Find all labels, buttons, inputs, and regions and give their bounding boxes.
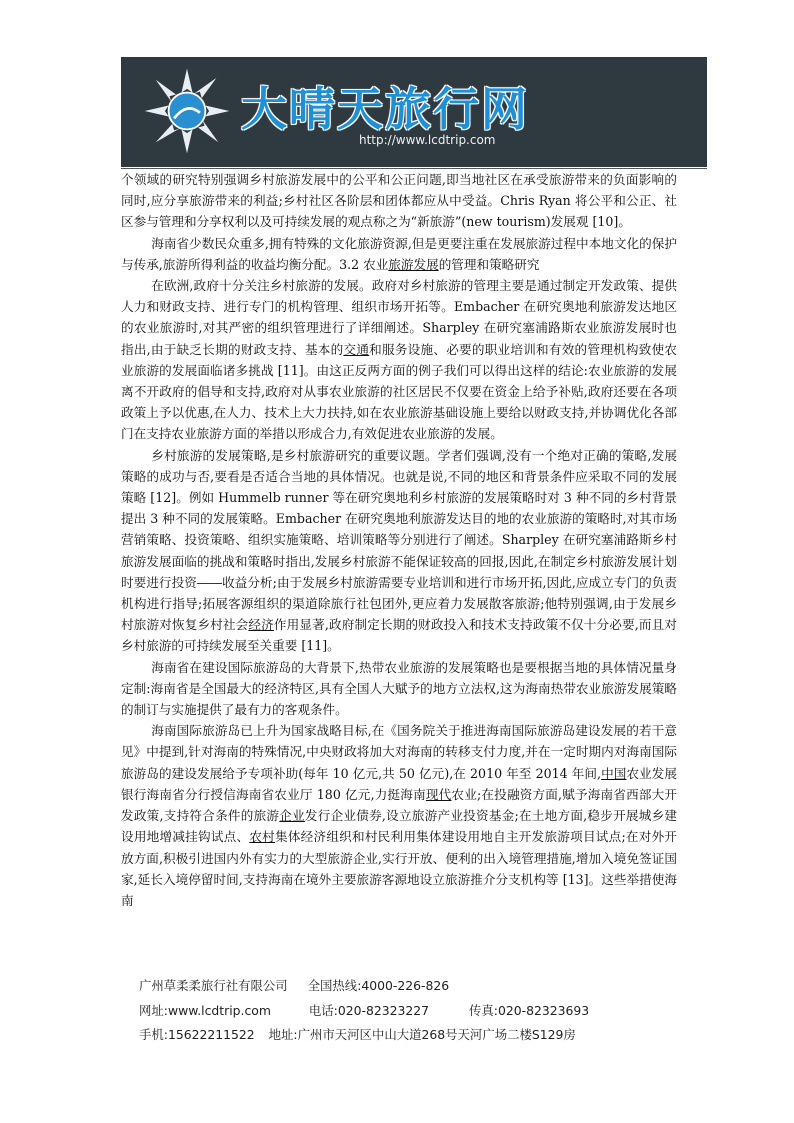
article-body — [121, 169, 677, 911]
site-banner — [121, 57, 707, 167]
inline-link[interactable]: 旅游发展 — [388, 256, 439, 272]
footer-website[interactable]: 网址:www.lcdtrip.com — [139, 1002, 271, 1018]
paragraph: 个领域的研究特别强调乡村旅游发展中的公平和公正问题,即当地社区在承受旅游带来的负面影响的同时,应分享旅游带来的利益;乡村社区各阶层和团体都应从中受益。Chris Ryan 将公平和公正、社区参与管理和分享权利以及可持续发展的观点称之为“新旅游”(new tourism)发展观 [10]。 — [121, 172, 677, 230]
footer-fax: 传真:020-82323693 — [469, 1002, 590, 1018]
paragraph: 在欧洲,政府十分关注乡村旅游的发展。政府对乡村旅游的管理主要是通过制定开发政策、提供人力和财政支持、进行专门的机构管理、组织市场开拓等。Embacher 在研究奥地利旅游发达地区的农业旅游时,对其严密的组织管理进行了详细阐述。Sharpley 在研究塞浦路斯农业旅游发展时也指出,由于缺乏长期的财政支持、基本的交通和服务设施、必要的职业培训和有效的管理机构致使农业旅游的发展面临诸多挑战 [11]。由这正反两方面的例子我们可以得出这样的结论:农业旅游的发展离不开政府的倡导和支持,政府对从事农业旅游的社区居民不仅要在资金上给予补贴,政府还要在各项政策上予以优惠,在人力、技术上大力扶持,如在农业旅游基础设施上要给以财政支持,并协调优化各部门在支持农业旅游方面的举措以形成合力,有效促进农业旅游的发展。 — [121, 278, 678, 442]
inline-link[interactable]: 中国 — [601, 765, 627, 781]
site-logo-text: 大晴天旅行网 — [241, 82, 529, 136]
footer-address: 地址:广州市天河区中山大道268号天河广场二楼S129房 — [268, 1027, 576, 1042]
paragraph: 乡村旅游的发展策略,是乡村旅游研究的重要议题。学者们强调,没有一个绝对正确的策略,发展策略的成功与否,要看是否适合当地的具体情况。也就是说,不同的地区和背景条件应采取不同的发展策略 [12]。例如 Hummelb runner 等在研究奥地利乡村旅游的发展策略时对 3 种不同的乡村背景提出 3 种不同的发展策略。Embacher 在研究奥地利旅游发达目的地的农业旅游的策略时,对其市场营销策略、投资策略、组织实施策略、培训策略等分别进行了阐述。Sharpley 在研究塞浦路斯乡村旅游发展面临的挑战和策略时指出,发展乡村旅游不能保证较高的回报,因此,在制定乡村旅游发展计划时要进行投资――收益分析;由于发展乡村旅游需要专业培训和进行市场开拓,因此,应成立专门的负责机构进行指导;拓展客源组织的渠道除旅行社包团外,更应着力发展散客旅游;他特别强调,由于发展乡村旅游对恢复乡村社会经济作用显著,政府制定长期的财政投入和技术支持政策不仅十分必要,而且对乡村旅游的可持续发展至关重要 [11]。 — [121, 447, 677, 654]
paragraph: 海南省在建设国际旅游岛的大背景下,热带农业旅游的发展策略也是要根据当地的具体情况量身定制:海南省是全国最大的经济特区,具有全国人大赋予的地方立法权,这为海南热带农业旅游发展策略的制订与实施提供了最有力的客观条件。 — [121, 659, 677, 718]
inline-link[interactable]: 经济 — [248, 617, 274, 633]
inline-link[interactable]: 交通 — [343, 341, 370, 357]
footer-hotline: 全国热线:4000-226-826 — [307, 978, 450, 993]
inline-link[interactable]: 现代 — [425, 786, 452, 802]
page-footer — [139, 974, 679, 1048]
footer-mobile: 手机:15622211522 — [139, 1027, 255, 1042]
footer-company: 广州草柔柔旅行社有限公司 — [139, 978, 288, 993]
paragraph: 海南国际旅游岛已上升为国家战略目标,在《国务院关于推进海南国际旅游岛建设发展的若干意见》中提到,针对海南的特殊情况,中央财政将加大对海南的转移支付力度,并在一定时期内对海南国际旅游岛的建设发展给予专项补助(每年 10 亿元,共 50 亿元),在 2010 年至 2014 年间,中国农业发展银行海南省分行授信海南省农业厅 180 亿元,力挺海南现代农业;在投融资方面,赋予海南省西部大开发政策,支持符合条件的旅游企业发行企业债券,设立旅游产业投资基金;在土地方面,稳步开展城乡建设用地增减挂钩试点、农村集体经济组织和村民利用集体建设用地自主开发旅游项目试点;在对外开放方面,积极引进国内外有实力的大型旅游企业,实行开放、便利的出入境管理措施,增加入境免签证国家,延长入境停留时间,支持海南在境外主要旅游客源地设立旅游推介分支机构等 [13]。这些举措使海南 — [121, 723, 678, 908]
inline-link[interactable]: 农村 — [249, 829, 275, 845]
site-url[interactable]: http://www.lcdtrip.com — [359, 133, 496, 147]
footer-phone: 电话:020-82323227 — [308, 1002, 430, 1018]
paragraph: 海南省少数民众重多,拥有特殊的文化旅游资源,但是更要注重在发展旅游过程中本地文化的保护与传承,旅游所得利益的收益均衡分配。3.2 农业旅游发展的管理和策略研究 — [121, 235, 677, 272]
sun-logo-icon — [141, 65, 233, 157]
inline-link[interactable]: 企业 — [279, 808, 305, 824]
